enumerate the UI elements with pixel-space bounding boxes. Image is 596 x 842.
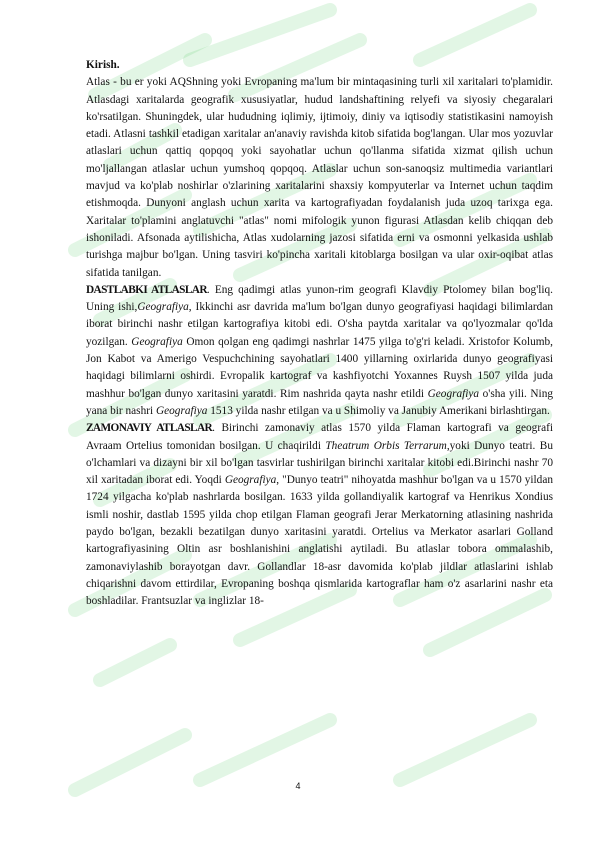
document-body [86,57,553,611]
paragraph-text: . Birinchi zamonaviy atlas 1570 yilda Flaman kartografi va geografi Avraam Ortelius tomonidan bosilgan. U chaqirildi [86,422,553,452]
paragraph-intro: Atlas - bu er yoki AQShning yoki Evropaning ma'lum bir mintaqasining turli xil xaritalari to'plamidir. Atlasdagi xaritalarda geografik xususiyatlar, hudud landshaftining relyefi va siyosiy chegaralari ko'rsatilgan. Shuningdek, ular hududning iqlimiy, ijtimoiy, diniy va iqtisodiy statistikasini namoyish etadi. Atlasni tashkil etadigan xaritalar an'anaviy ravishda kitob sifatida bog'langan. Ular mos yozuvlar atlaslari uchun qattiq qopqoq yoki sayohatlar uchun qo'llanma sifatida xizmat qilish uchun mo'ljallangan atlaslar uchun yumshoq qopqoq. Atlaslar uchun son-sanoqsiz multimedia variantlari mavjud va ko'plab noshirlar o'zlarining xaritalarini shaxsiy kompyuterlar va Internet uchun taqdim etishmoqda. Dunyoni anglash uchun xarita va kartografiyadan foydalanish juda uzoq tarixga ega. Xaritalar to'plamini anglatuvchi "atlas" nomi mifologik yunon figurasi Atlasdan kelib chiqqan deb ishoniladi. Afsonada aytilishicha, Atlas xudolarning jazosi sifatida erni va osmonni yelkasida ushlab turishga majbur bo'lgan. Uning tasviri ko'pincha xaritali kitoblarga bosilgan va ular oxir-oqibat atlas sifatida tanilgan. [86,76,553,279]
book-title: Geografiya [427,387,480,400]
section-title-modern-atlases: ZAMONAVIY ATLASLAR [86,422,213,435]
book-title: Geografiya [131,335,183,348]
paragraph-text: ,yoki Dunyo teatri. Bu o'lchamlari va dizayni bir xil bo'lgan tasvirlar tushirilgan birinchi xaritalar kitobi edi.Birinchi nashr 70 xil xaritadan iborat edi. Yoqdi [86,439,553,487]
paragraph-text: o'sha yili. Ning yana bir nashri [86,387,553,417]
paragraph-modern-atlases [86,420,553,610]
paragraph-text: 1513 yilda nashr etilgan va u Shimoliy va Janubiy Amerikani birlashtirgan. [207,404,550,417]
page-number: 4 [295,781,301,791]
paragraph-text: . Eng qadimgi atlas yunon-rim geografi Klavdiy Ptolomey bilan bog'liq. Uning ishi, [86,283,553,314]
paragraph-early-atlases [86,282,553,420]
paragraph-text: , "Dunyo teatri" nihoyatda mashhur bo'lgan va u 1570 yildan 1724 yilgacha ko'plab nashrlarda bosilgan. 1633 yilda gollandiyalik kartograf va Henrikus Xondius ismli noshir, dastlab 1595 yilda chop etilgan Flaman geografi Jerar Merkatorning atlasining nashrida paydo bo'lgan, bezakli bezatilgan dunyo xaritasini yaratdi. Ortelius va Merkator asarlari Golland kartografiyasining Oltin asr boshlanishini anglatishi aytiladi. Bu atlaslar tobora ommalashib, zamonaviylashib borayotgan davr. Gollandlar 18-asr davomida ko'plab jildlar atlaslarini ishlab chiqarishni davom ettirdilar, Evropaning boshqa qismlarida kartograflar ham o'z asarlarini nashr eta boshladilar. Frantsuzlar va inglizlar 18- [86,474,553,608]
book-title: Geografiya [224,474,277,487]
paragraph-text: Omon qolgan eng qadimgi nashrlar 1475 yilga to'g'ri keladi. Xristofor Kolumb, Jon Kabot va Amerigo Vespuchchining sayohatlari 1400 yillarning oxirlarida dunyo geografiyasi haqidagi bilimlarni oshirdi. Evropalik kartograf va kashfiyotchi Yoxannes Ruysh 1507 yilda juda mashhur bo'lgan dunyo xaritasini yaratdi. Rim nashrida qayta nashr etildi [86,335,553,400]
book-title: Geografiya [155,404,208,417]
section-title-early-atlases: DASTLABKI ATLASLAR [86,283,207,296]
book-title: Theatrum Orbis Terrarum [325,439,447,452]
book-title: Geografiya [137,301,189,314]
section-heading-kirish: Kirish. [86,59,120,71]
paragraph-text: , Ikkinchi asr davrida ma'lum bo'lgan dunyo geografiyasi haqidagi bilimlardan iborat birinchi nashr etilgan kartografiya kitobi edi. O'sha paytda xaritalar va qo'lyozmalar qo'lda yozilgan. [86,301,553,348]
